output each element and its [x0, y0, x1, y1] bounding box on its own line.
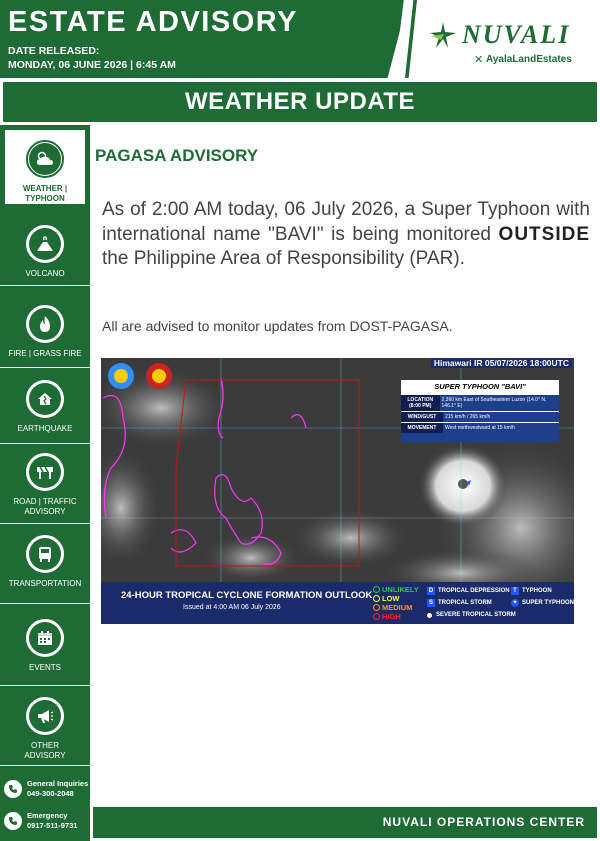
legend-medium: MEDIUM [382, 603, 413, 612]
info-label: LOCATION (8:00 PM) [401, 395, 440, 411]
typhoon-info-box [401, 380, 559, 442]
info-label: WIND/GUST [401, 412, 443, 422]
legend-super-typhoon: SUPER TYPHOON [522, 600, 574, 606]
legend-low: LOW [382, 594, 400, 603]
contact-title: General Inquiries [27, 779, 89, 788]
contact-number: 049-300-2048 [27, 789, 74, 798]
info-row-location [401, 394, 559, 411]
likelihood-ring-icon [373, 586, 380, 593]
calendar-icon [37, 630, 53, 646]
date-released-value: MONDAY, 06 JUNE 2026 | 6:45 AM [8, 59, 176, 71]
sidebar-item-events[interactable] [0, 619, 90, 673]
sidebar-item-volcano[interactable] [0, 225, 90, 279]
ayala-mark-icon: ✕ [474, 54, 484, 66]
category-sidebar [0, 125, 90, 841]
advisory-title: ESTATE ADVISORY [8, 6, 298, 38]
severe-storm-icon [427, 613, 432, 618]
nuvali-logo [428, 18, 588, 70]
sidebar-item-label: EVENTS [28, 663, 61, 672]
outlook-title: 24-HOUR TROPICAL CYCLONE FORMATION OUTLOOK [121, 590, 373, 601]
sidebar-item-other-advisory[interactable] [0, 697, 90, 761]
likelihood-ring-icon [373, 613, 380, 620]
category-legend-right [511, 585, 574, 609]
sidebar-item-label: EARTHQUAKE [17, 424, 73, 433]
sidebar-item-label: OTHER ADVISORY [24, 741, 66, 760]
contact-title: Emergency [27, 811, 68, 820]
sidebar-item-label: VOLCANO [25, 269, 65, 278]
contact-number: 0917-511-9731 [27, 821, 78, 830]
paragraph-text-1: As of 2:00 AM today, 06 July 2026, a Super Typhoon with international name "BAVI" is being monitored [102, 199, 590, 245]
storm-icon: S [428, 600, 433, 606]
paragraph-text-2: the Philippine Area of Responsibility (PAR). [102, 248, 465, 269]
operations-center: NUVALI OPERATIONS CENTER [382, 815, 585, 829]
category-legend [427, 585, 516, 621]
info-row-movement [401, 422, 559, 433]
legend-depression: TROPICAL DEPRESSION [438, 588, 510, 594]
earthquake-icon [36, 390, 54, 408]
sidebar-divider [0, 765, 90, 766]
super-typhoon-legend-icon: ✦ [512, 600, 518, 606]
header-divider-stripe-2 [405, 0, 417, 78]
satellite-caption: Himawari IR 05/07/2026 18:00UTC [431, 358, 572, 368]
volcano-icon [36, 236, 54, 252]
advisory-note: All are advised to monitor updates from DOST-PAGASA. [102, 318, 453, 334]
info-value: West northwestward at 15 km/h [445, 425, 515, 431]
info-row-wind [401, 411, 559, 422]
sidebar-item-weather[interactable] [3, 128, 87, 206]
road-barrier-icon [36, 464, 54, 480]
weather-icon-circle [26, 140, 64, 178]
likelihood-ring-icon [373, 595, 380, 602]
section-band [3, 82, 597, 122]
sidebar-divider [0, 285, 90, 286]
legend-severe-storm: SEVERE TROPICAL STORM [436, 612, 516, 618]
sidebar-item-label: ROAD | TRAFFIC ADVISORY [13, 497, 77, 516]
contact-emergency[interactable] [4, 811, 77, 831]
sidebar-divider [0, 443, 90, 444]
sidebar-item-transportation[interactable] [0, 535, 90, 589]
fire-icon [38, 315, 52, 333]
legend-typhoon: TYPHOON [522, 588, 552, 594]
depression-icon: D [428, 588, 434, 594]
sidebar-divider [0, 367, 90, 368]
outlook-footer [101, 582, 574, 624]
sidebar-item-label: WEATHER | TYPHOON [22, 184, 68, 203]
info-value: 2,360 km East of Southeastern Luzon (14.0° N, 146.1° E) [441, 397, 547, 409]
megaphone-icon [36, 708, 54, 724]
sidebar-item-label: FIRE | GRASS FIRE [8, 349, 82, 358]
contact-general-inquiries[interactable] [4, 779, 88, 799]
legend-high: HIGH [382, 612, 401, 621]
sidebar-item-fire[interactable] [0, 305, 90, 359]
info-value: 215 km/h / 265 km/h [445, 414, 491, 420]
sidebar-item-label: TRANSPORTATION [8, 579, 82, 588]
header [0, 0, 600, 78]
likelihood-legend [373, 585, 419, 621]
likelihood-ring-icon [373, 604, 380, 611]
bus-icon [36, 545, 54, 563]
sidebar-divider [0, 685, 90, 686]
legend-unlikely: UNLIKELY [382, 585, 419, 594]
advisory-paragraph [102, 198, 590, 272]
typhoon-legend-icon: T [511, 587, 519, 595]
outlook-issued: Issued at 4:00 AM 06 July 2026 [183, 604, 281, 611]
date-released-label: DATE RELEASED: [8, 45, 100, 57]
sidebar-item-road-traffic[interactable] [0, 453, 90, 517]
typhoon-name: SUPER TYPHOON "BAVI" [401, 380, 559, 394]
weather-icon [35, 150, 55, 168]
footer-bar [93, 807, 597, 838]
phone-icon [4, 812, 22, 830]
sidebar-divider [0, 603, 90, 604]
ayala-land-estates: AyalaLandEstates [486, 54, 572, 65]
info-label: MOVEMENT [401, 423, 443, 433]
sidebar-divider [0, 523, 90, 524]
satellite-image [101, 358, 574, 624]
section-title: WEATHER UPDATE [184, 88, 416, 115]
nuvali-star-icon [428, 20, 458, 50]
legend-storm: TROPICAL STORM [438, 600, 492, 606]
paragraph-emphasis: OUTSIDE [498, 223, 590, 245]
sidebar-item-earthquake[interactable] [0, 380, 90, 434]
pagasa-advisory-title: PAGASA ADVISORY [95, 146, 259, 165]
phone-icon [4, 780, 22, 798]
nuvali-wordmark: NUVALI [462, 20, 571, 49]
